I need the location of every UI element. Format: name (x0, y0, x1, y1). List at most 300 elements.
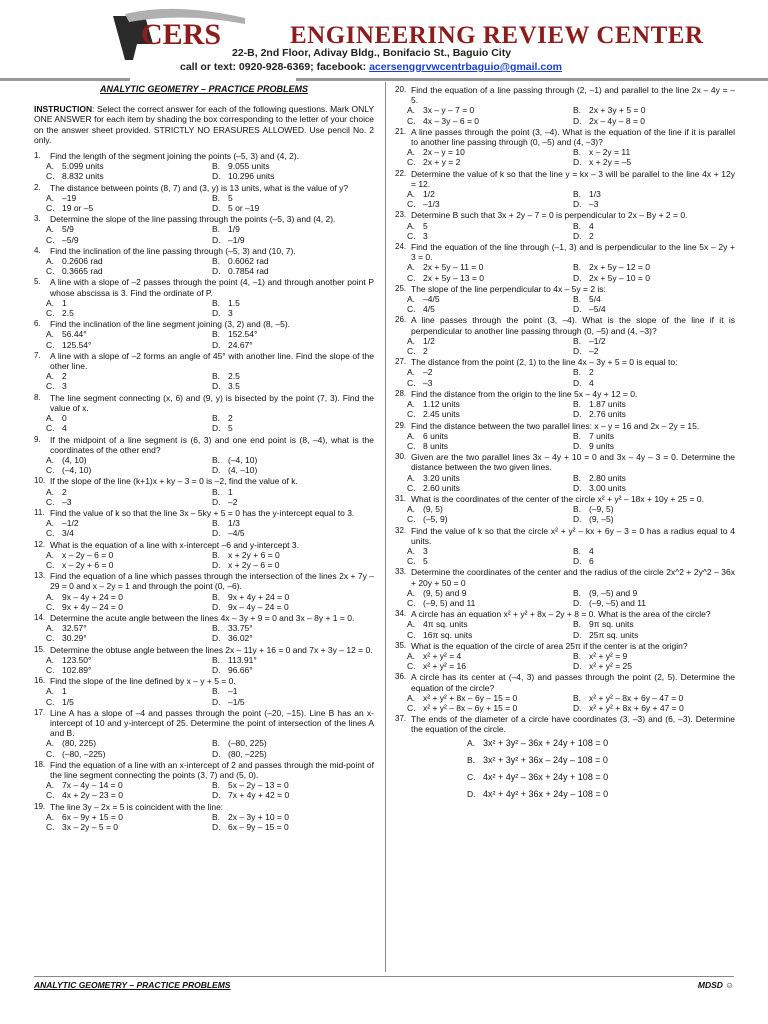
option-letter: D. (212, 234, 221, 245)
question-item (395, 357, 735, 388)
option-letter: D. (573, 597, 582, 608)
option-letter: C. (46, 559, 55, 570)
answer-options (46, 738, 374, 758)
option-letter: C. (467, 771, 476, 782)
option-value: 1.12 units (423, 399, 460, 410)
option-letter: B. (212, 454, 221, 465)
question-item (34, 435, 374, 476)
option-value: (80, 225) (62, 738, 97, 749)
question-item (395, 452, 735, 493)
question-text: What is the equation of a line with x-intercept –6 and y-intercept 3. (50, 539, 299, 550)
option-value: 3 (228, 308, 233, 319)
option-value: 3.00 units (589, 482, 626, 493)
question-text: Find the value of k so that the circle x² + y² – kx + 6y – 3 = 0 has a radius equal to 4 units. (411, 525, 735, 546)
option-letter: B. (573, 545, 582, 556)
question-item (34, 246, 374, 277)
option-value: 102.89° (62, 664, 92, 675)
option-letter: D. (212, 559, 221, 570)
option-value: (–4, 10) (62, 465, 92, 476)
option-value: 6x – 9y – 15 = 0 (228, 822, 289, 833)
question-item (395, 609, 735, 640)
option-value: x² + y² + 8x + 6y + 47 = 0 (589, 702, 684, 713)
option-value: 2 (228, 413, 233, 424)
option-letter: A. (407, 692, 416, 703)
option-letter: B. (573, 399, 582, 410)
instruction-label: INSTRUCTION (34, 104, 93, 115)
question-number: 24. (395, 242, 407, 252)
question-text: Find the equation of the line through (–1, 3) and is perpendicular to the line 5x – 2y + 3 = 0. (411, 242, 735, 263)
question-number: 19. (34, 801, 46, 811)
option-spacer (407, 752, 467, 769)
option-letter: A. (407, 430, 416, 441)
option-letter: A. (46, 591, 55, 602)
question-text: Find the equation of a line with an x-intercept of 2 and passes through the mid-point of the line segment connecting the points (3, 7) and (5, 0). (50, 759, 374, 780)
option-letter: D. (212, 748, 221, 759)
question-number: 32. (395, 525, 407, 535)
option-value: 2x + 5y – 10 = 0 (589, 272, 650, 283)
question-item (34, 645, 374, 676)
option-value: 3x² + 3y² – 36x + 24y + 108 = 0 (483, 737, 609, 748)
question-number: 25. (395, 283, 407, 293)
option-value: 0.7854 rad (228, 266, 269, 277)
option-value: (–9, 5) (589, 504, 614, 515)
option-value: (4, –10) (228, 465, 258, 476)
option-value: 4π sq. units (423, 619, 468, 630)
question-item (34, 319, 374, 350)
option-value: 16π sq. units (423, 629, 473, 640)
option-value: 1/3 (589, 189, 601, 200)
option-value: 0.6062 rad (228, 256, 269, 267)
option-letter: D. (573, 272, 582, 283)
option-value: x² + y² = 16 (423, 661, 466, 672)
option-value: 5 (228, 423, 233, 434)
option-letter: C. (46, 664, 55, 675)
option-value: 123.50° (62, 654, 92, 665)
brand-text: CERS (141, 18, 222, 51)
option-value: 2.45 units (423, 409, 460, 420)
question-number: 34. (395, 609, 407, 619)
option-letter: C. (46, 496, 55, 507)
option-value: 25π sq. units (589, 629, 639, 640)
question-number: 22. (395, 168, 407, 178)
option-letter: B. (573, 587, 582, 598)
option-letter: A. (46, 256, 55, 267)
question-number: 7. (34, 350, 41, 360)
option-letter: C. (46, 234, 55, 245)
answer-options (407, 735, 735, 803)
option-value: 3 (423, 545, 428, 556)
question-number: 20. (395, 85, 407, 94)
option-letter: B. (212, 811, 221, 822)
option-letter: D. (573, 482, 582, 493)
option-letter: B. (212, 413, 221, 424)
contact-prefix: call or text: 0920-928-6369; facebook: (180, 61, 370, 73)
option-letter: B. (573, 430, 582, 441)
option-value: 5 (423, 220, 428, 231)
answer-options (407, 504, 735, 524)
option-value: 3 (423, 230, 428, 241)
answer-options (46, 329, 374, 349)
option-value: 6x – 9y + 15 = 0 (62, 811, 123, 822)
option-letter: A. (46, 780, 55, 791)
footer-rule (34, 976, 734, 977)
question-text: Find the distance between the two parallel lines: x – y = 16 and 2x – 2y = 15. (411, 420, 700, 431)
option-letter: A. (46, 161, 55, 172)
option-value: 0.3665 rad (62, 266, 103, 277)
option-letter: A. (46, 738, 55, 749)
option-letter: A. (407, 294, 416, 305)
option-letter: D. (573, 115, 582, 126)
question-item (34, 760, 374, 801)
option-letter: C. (46, 790, 55, 801)
option-value: 32.57° (62, 623, 87, 634)
answer-options (46, 487, 374, 507)
option-letter: A. (407, 472, 416, 483)
option-letter: A. (46, 329, 55, 340)
option-letter: A. (46, 486, 55, 497)
question-item (34, 508, 374, 539)
question-item (395, 421, 735, 452)
question-text: A circle has its center at (–4, 3) and passes through the point (2, 5). Determine the equation of the circle? (411, 672, 735, 693)
option-letter: C. (407, 482, 416, 493)
option-value: 19 or –5 (62, 203, 94, 214)
option-letter: C. (46, 633, 55, 644)
option-value: 1 (62, 686, 67, 697)
question-number: 11. (34, 507, 45, 517)
option-value: 5x – 2y – 13 = 0 (228, 780, 289, 791)
option-value: 2x – 3y + 10 = 0 (228, 811, 289, 822)
option-value: 1/3 (228, 518, 240, 529)
option-letter: B. (212, 780, 221, 791)
option-value: 7 units (589, 430, 615, 441)
option-letter: A. (46, 371, 55, 382)
question-number: 33. (395, 567, 407, 577)
question-item (34, 571, 374, 612)
option-letter: B. (212, 256, 221, 267)
question-text: A line with a slope of –2 forms an angle of 45° with another line. Find the slope of the other line. (50, 350, 374, 372)
question-item (395, 169, 735, 210)
answer-options (407, 294, 735, 314)
option-letter: B. (212, 371, 221, 382)
answer-options (407, 336, 735, 356)
option-value: 2x + 5y – 12 = 0 (589, 262, 650, 273)
address: 22-B, 2nd Floor, Adivay Bldg., Bonifacio St., Baguio City (232, 47, 512, 59)
option-letter: B. (573, 367, 582, 378)
option-letter: D. (573, 629, 582, 640)
question-text: Determine the acute angle between the lines 4x – 3y + 9 = 0 and 3x – 8y + 1 = 0. (50, 612, 355, 623)
option-value: –2 (589, 346, 599, 357)
option-value: –5/4 (589, 304, 606, 315)
option-value: (–9, 5) and 11 (423, 597, 476, 608)
option-letter: C. (46, 696, 55, 707)
question-number: 36. (395, 672, 407, 682)
option-letter: A. (46, 811, 55, 822)
right-column (395, 84, 735, 803)
option-letter: B. (467, 754, 476, 765)
answer-options (407, 619, 735, 639)
option-value: 6 (589, 556, 594, 567)
option-value: (9, 5) (423, 504, 443, 515)
option-letter: C. (46, 748, 55, 759)
option-letter: B. (212, 654, 221, 665)
question-text: Determine the value of k so that the line y = kx – 3 will be parallel to the line 4x + 12y = 12. (411, 168, 735, 189)
option-value: 8 units (423, 440, 449, 451)
option-value: –3 (62, 496, 72, 507)
question-item (395, 127, 735, 168)
option-value: x – 2y = 11 (589, 147, 631, 158)
question-number: 15. (34, 644, 46, 654)
option-letter: B. (212, 161, 221, 172)
option-letter: B. (212, 192, 221, 203)
option-value: 2x + 5y – 11 = 0 (423, 262, 484, 273)
answer-options (46, 298, 374, 318)
question-number: 27. (395, 357, 407, 367)
option-value: 1/2 (423, 335, 435, 346)
question-text: The slope of the line perpendicular to 4x – 5y = 2 is: (411, 283, 606, 294)
option-letter: A. (407, 220, 416, 231)
question-item (395, 714, 735, 802)
answer-options (46, 224, 374, 244)
answer-options (407, 399, 735, 419)
question-text: Determine the coordinates of the center and the radius of the circle 2x^2 + 2y^2 – 36x + 20y + 50 = 0 (411, 567, 735, 588)
option-value: 2.80 units (589, 472, 626, 483)
question-number: 35. (395, 640, 407, 650)
option-letter: C. (407, 157, 416, 168)
answer-options (407, 546, 735, 566)
option-letter: C. (407, 702, 416, 713)
option-value: 125.54° (62, 339, 92, 350)
option-letter: B. (573, 262, 582, 273)
answer-options (407, 189, 735, 209)
option-letter: D. (573, 304, 582, 315)
question-number: 23. (395, 210, 407, 220)
instruction-text: : Select the correct answer for each of the following questions. Mark ONLY ONE ANSWER for each item by shading the box corresponding to the letter of your choice on the answer sheet provided. STRICTLY NO ERASURES ALLOWED. Use pencil No. 2 only. (34, 104, 374, 145)
option-value: –1/5 (228, 696, 245, 707)
option-letter: C. (407, 556, 416, 567)
option-value: 6 units (423, 430, 449, 441)
question-text: What is the equation of the circle of area 25π if the center is at the origin? (411, 640, 688, 651)
option-value: 2 (62, 371, 67, 382)
option-value: 2 (589, 367, 594, 378)
question-text: What is the coordinates of the center of the circle x² + y² – 18x + 10y + 25 = 0. (411, 493, 704, 504)
question-number: 37. (395, 714, 407, 724)
question-item (395, 641, 735, 672)
option-letter: C. (407, 440, 416, 451)
option-value: 2.60 units (423, 482, 460, 493)
question-item (34, 393, 374, 434)
option-value: 2x – 4y – 8 = 0 (589, 115, 645, 126)
option-letter: C. (46, 822, 55, 833)
option-letter: D. (573, 409, 582, 420)
option-letter: D. (573, 556, 582, 567)
option-letter: C. (407, 629, 416, 640)
option-letter: B. (212, 591, 221, 602)
option-value: 96.66° (228, 664, 253, 675)
question-text: The line 3y – 2x = 5 is coincident with the line: (50, 801, 224, 812)
option-value: 4 (589, 545, 594, 556)
question-number: 3. (34, 214, 41, 224)
option-letter: B. (212, 224, 221, 235)
question-text: Find the equation of a line which passes through the intersection of the lines 2x + 7y – 29 = 0 and x – 2y = 1 and through the point (0, –6). (50, 571, 374, 592)
question-item (34, 277, 374, 318)
option-value: 4 (589, 377, 594, 388)
option-letter: D. (573, 230, 582, 241)
option-value: (9, –5) and 9 (589, 587, 638, 598)
option-letter: C. (407, 661, 416, 672)
question-item (34, 676, 374, 707)
option-letter: C. (407, 115, 416, 126)
answer-options (46, 518, 374, 538)
option-value: 9π sq. units (589, 619, 634, 630)
option-letter: A. (407, 545, 416, 556)
option-letter: A. (46, 518, 55, 529)
contact-line (180, 61, 562, 73)
question-text: A line passes through the point (3, –4). What is the equation of the line if it is parallel to another line passing through (0, –5) and (4, –3)? (411, 126, 735, 148)
option-letter: B. (573, 504, 582, 515)
option-value: 4x – 3y – 6 = 0 (423, 115, 479, 126)
option-letter: B. (212, 518, 221, 529)
question-text: If the slope of the line (k+1)x + ky – 3 = 0 is –2, find the value of k. (50, 476, 298, 487)
question-text: Determine the slope of the line passing through the points (–5, 3) and (4, 2). (50, 214, 336, 225)
option-letter: C. (46, 423, 55, 434)
question-item (395, 284, 735, 315)
email-link[interactable]: acersenggrvwcentrbaguio@gmail.com (369, 61, 562, 73)
question-number: 31. (395, 493, 407, 503)
option-letter: C. (46, 381, 55, 392)
answer-options (46, 550, 374, 570)
option-value: x + 2y = –5 (589, 157, 632, 168)
option-value: (–4, 10) (228, 454, 258, 465)
option-letter: A. (407, 367, 416, 378)
question-text: Find the distance from the origin to the line 5x – 4y + 12 = 0. (411, 388, 638, 399)
header-rule-right (296, 78, 768, 81)
question-number: 6. (34, 319, 41, 329)
option-letter: D. (573, 199, 582, 210)
question-text: Find the equation of a line passing through (2, –1) and parallel to the line 2x – 4y = –5. (411, 85, 735, 106)
option-letter: C. (407, 199, 416, 210)
option-value: 0.2606 rad (62, 256, 103, 267)
option-value: x² + y² – 8x – 6y + 15 = 0 (423, 702, 518, 713)
question-number: 5. (34, 277, 41, 287)
option-letter: A. (467, 737, 476, 748)
answer-options (407, 651, 735, 671)
option-letter: C. (46, 203, 55, 214)
option-letter: C. (46, 308, 55, 319)
option-value: 2 (423, 346, 428, 357)
option-value: –1/9 (228, 234, 245, 245)
option-letter: A. (407, 147, 416, 158)
question-text: Find the inclination of the line passing through (–5, 3) and (10, 7). (50, 245, 296, 256)
option-letter: D. (573, 346, 582, 357)
option-value: 3x² + 3y² + 36x – 24y – 108 = 0 (483, 754, 608, 765)
option-spacer (407, 769, 467, 786)
option-letter: B. (573, 220, 582, 231)
option-spacer (407, 735, 467, 752)
question-number: 13. (34, 571, 46, 581)
option-value: 7x – 4y – 14 = 0 (62, 780, 123, 791)
option-letter: D. (212, 601, 221, 612)
answer-options (46, 455, 374, 475)
option-value: (–9, –5) and 11 (589, 597, 647, 608)
option-letter: B. (212, 738, 221, 749)
option-value: 113.91° (228, 654, 257, 665)
option-letter: C. (407, 304, 416, 315)
option-letter: A. (407, 504, 416, 515)
answer-options (46, 812, 374, 832)
option-value: 33.75° (228, 623, 253, 634)
question-number: 21. (395, 126, 407, 136)
question-number: 10. (34, 476, 46, 486)
option-value: (–5, 9) (423, 514, 448, 525)
option-letter: D. (212, 496, 221, 507)
option-value: (80, –225) (228, 748, 267, 759)
option-letter: D. (212, 822, 221, 833)
question-number: 4. (34, 245, 41, 255)
question-item (34, 183, 374, 214)
answer-options (407, 367, 735, 387)
option-letter: A. (407, 189, 416, 200)
question-number: 30. (395, 452, 407, 462)
question-item (34, 802, 374, 833)
option-value: 3x – y – 7 = 0 (423, 105, 475, 116)
option-value: (4, 10) (62, 454, 87, 465)
option-letter: A. (407, 619, 416, 630)
option-letter: B. (573, 189, 582, 200)
option-letter: A. (46, 686, 55, 697)
option-letter: D. (212, 171, 221, 182)
option-letter: D. (212, 339, 221, 350)
question-item (34, 476, 374, 507)
option-letter: B. (573, 294, 582, 305)
option-value: 2 (62, 486, 67, 497)
option-value: 1 (62, 297, 67, 308)
option-letter: D. (212, 423, 221, 434)
option-value: x² + y² – 8x + 6y – 47 = 0 (589, 692, 684, 703)
option-value: 2x + y = 2 (423, 157, 461, 168)
option-value: 9 units (589, 440, 615, 451)
option-letter: D. (212, 266, 221, 277)
question-item (395, 242, 735, 283)
option-letter: B. (573, 105, 582, 116)
option-value: x + 2y + 6 = 0 (228, 549, 280, 560)
option-letter: C. (407, 514, 416, 525)
option-letter: A. (407, 105, 416, 116)
question-text: The distance from the point (2, 1) to the line 4x – 3y + 5 = 0 is equal to: (411, 357, 678, 368)
option-value: 8.832 units (62, 171, 104, 182)
option-letter: C. (46, 339, 55, 350)
option-value: 1/5 (62, 696, 74, 707)
option-value: 2.5 (62, 308, 74, 319)
instruction (34, 104, 374, 145)
question-text: Line A has a slope of –4 and passes through the point (–20, –15). Line B has an x-intercept of 10 and y-intercept of 25. Determine the point of intersection of the lines A and B. (50, 707, 374, 739)
option-value: 5/4 (589, 294, 601, 305)
question-item (395, 672, 735, 713)
option-letter: D. (573, 702, 582, 713)
answer-options (46, 371, 374, 391)
option-value: –5/9 (62, 234, 79, 245)
option-letter: D. (212, 696, 221, 707)
option-value: 2x + 3y + 5 = 0 (589, 105, 646, 116)
question-item (395, 389, 735, 420)
option-value: 56.44° (62, 329, 87, 340)
option-value: 9x + 4y – 24 = 0 (62, 601, 123, 612)
question-text: Find the value of k so that the line 3x – 5ky + 5 = 0 has the y-intercept equal to 3. (50, 507, 355, 518)
question-text: Find the slope of the line defined by x – y + 5 = 0. (50, 676, 236, 687)
option-letter: C. (407, 409, 416, 420)
option-letter: A. (46, 192, 55, 203)
question-text: A line with a slope of –2 passes through the point (4, –1) and through another point P whose abscissa is 3. Find the ordinate of P. (50, 277, 374, 298)
option-letter: D. (467, 788, 476, 799)
